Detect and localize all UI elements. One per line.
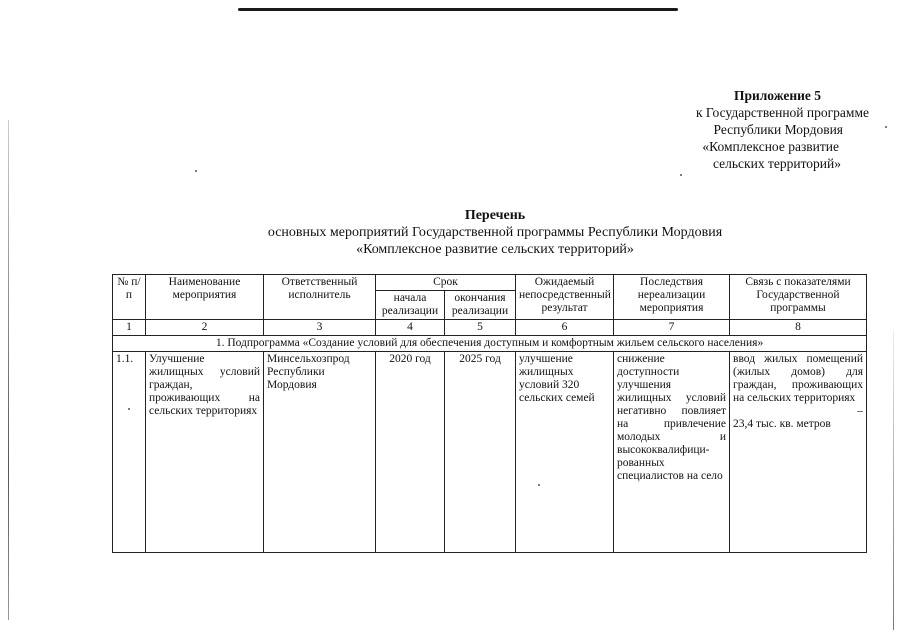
header-term-start: начала реализации [376,291,445,320]
header-term-end: окончания реализации [445,291,516,320]
row-start: 2020 год [376,352,445,553]
appendix-line: «Комплексное развитие [702,139,839,154]
row-executor: Минсельхозпрод Республики Мордовия [264,352,376,553]
document-heading [150,207,840,258]
column-numbers-row [113,320,867,336]
row-expected: улучшение жилищных условий 320 сельских семей [516,352,614,553]
column-number: 3 [264,320,376,336]
row-link-dash-line [733,405,863,418]
table-row [113,352,867,553]
measures-table [112,274,867,553]
row-end: 2025 год [445,352,516,553]
row-consequences: снижение доступности улучшения жилищных условий негативно повлияет на привлечение молодых и высококвалифици-рованных специалистов на село [614,352,730,553]
appendix-line: Республики Мордовия [713,122,843,137]
scan-speck [680,174,682,176]
scan-artifact-top-line [238,8,678,11]
heading-line-2: «Комплексное развитие сельских территорий» [356,242,634,257]
column-number: 8 [730,320,867,336]
header-consequences: Последствия нереализации мероприятия [614,275,730,320]
header-term: Срок [376,275,516,291]
scan-artifact-right-edge [893,330,894,630]
header-num: № п/п [113,275,146,320]
row-link-cell [730,352,867,553]
scan-artifact-left-edge [8,120,9,620]
appendix-title: Приложение 5 [733,88,821,103]
subprogram-title: 1. Подпрограмма «Создание условий для обеспечения доступным и комфортным жильем сельского населения» [113,336,867,352]
column-number: 5 [445,320,516,336]
appendix-line: сельских территорий» [713,156,841,171]
column-number: 7 [614,320,730,336]
heading-title: Перечень [464,208,526,223]
row-link-text: ввод жилых помещений (жилых домов) для граждан, проживающих на сельских территориях [733,353,864,404]
row-link-dash: – [857,405,864,417]
subprogram-row [113,336,867,352]
header-link: Связь с показателями Государственной программы [730,275,867,320]
row-link-value: 23,4 тыс. кв. метров [733,418,831,430]
scan-speck [885,126,887,128]
appendix-line: к Государственной программе [695,105,869,120]
header-expected: Ожидаемый непосредственный результат [516,275,614,320]
column-number: 4 [376,320,445,336]
column-number: 2 [146,320,264,336]
column-number: 1 [113,320,146,336]
appendix-block [609,87,869,172]
header-executor: Ответственный исполнитель [264,275,376,320]
row-name: Улучшение жилищных условий граждан, проживающих на сельских территориях [146,352,264,553]
header-name: Наименование мероприятия [146,275,264,320]
column-number: 6 [516,320,614,336]
heading-line-1: основных мероприятий Государственной программы Республики Мордовия [267,225,723,240]
row-num: 1.1. [113,352,146,553]
scan-speck [195,170,197,172]
